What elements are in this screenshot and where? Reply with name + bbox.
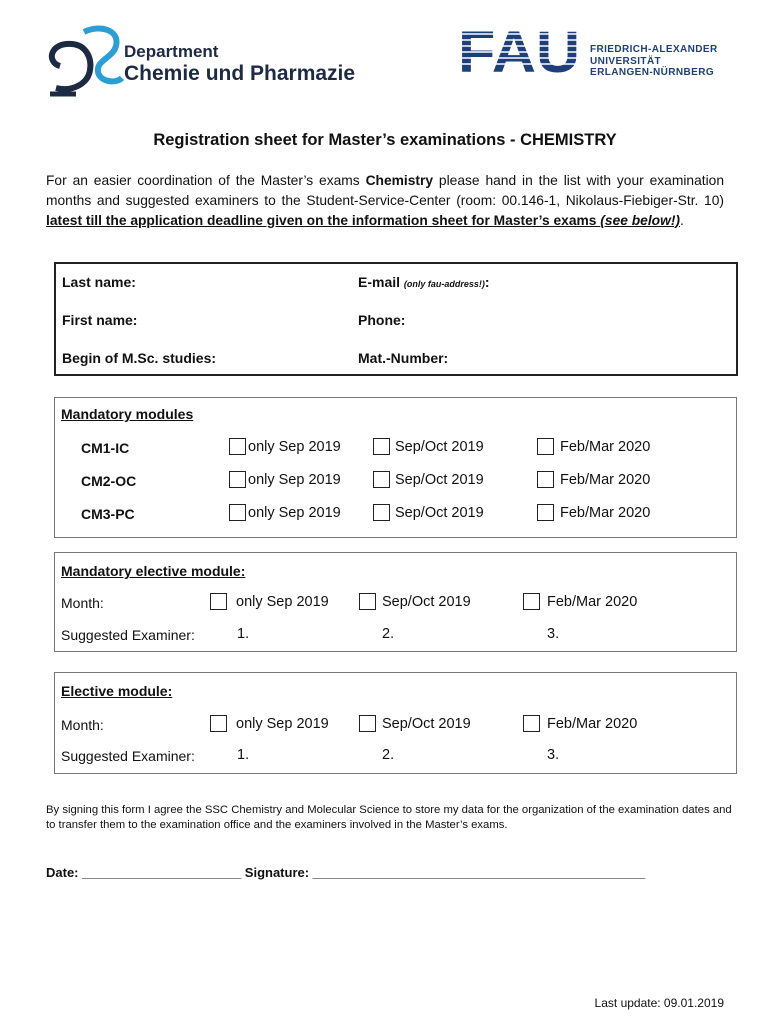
intro-deadline — [46, 213, 680, 228]
option-label: Sep/Oct 2019 — [395, 439, 484, 455]
cm3-feb-mar-checkbox[interactable] — [537, 504, 554, 521]
cm1-sep-oct-checkbox[interactable] — [373, 438, 390, 455]
examiner-1-field[interactable]: 1. — [237, 626, 250, 642]
consent-text: By signing this form I agree the SSC Chemistry and Molecular Science to store my data for the organization of the examination dates and to transfer them to the examination office and the examiners involved in the Master’s exams. — [46, 804, 732, 831]
option-label: Sep/Oct 2019 — [382, 716, 471, 732]
email-label-text: E-mail — [358, 274, 401, 290]
suggested-examiner-label: Suggested Examiner: — [61, 627, 195, 643]
module-label: CM2-OC — [81, 473, 137, 489]
option-label: only Sep 2019 — [248, 472, 341, 488]
option-label: only Sep 2019 — [248, 439, 341, 455]
last-name-label: Last name: — [62, 274, 136, 290]
examiner-2-field[interactable]: 2. — [382, 626, 395, 642]
examiner-3-field[interactable]: 3. — [547, 626, 560, 642]
fau-university-name — [590, 44, 718, 79]
intro-deadline-text: latest till the application deadline given on the information sheet for Master’s exams — [46, 213, 601, 228]
option-label: Feb/Mar 2020 — [560, 505, 651, 521]
phone-label: Phone: — [358, 312, 406, 328]
examiner-1-field[interactable]: 1. — [237, 747, 250, 763]
option-label: Feb/Mar 2020 — [560, 472, 651, 488]
mandatory-elective-title: Mandatory elective module: — [61, 563, 246, 579]
fau-name-line3: ERLANGEN-NÜRNBERG — [590, 67, 715, 78]
fau-logo — [458, 26, 582, 76]
module-label: CM3-PC — [81, 506, 135, 522]
elect-only-sep-checkbox[interactable] — [210, 715, 227, 732]
mat-number-label: Mat.-Number: — [358, 350, 449, 366]
cm3-sep-oct-checkbox[interactable] — [373, 504, 390, 521]
email-label — [358, 274, 490, 290]
cm2-sep-oct-checkbox[interactable] — [373, 471, 390, 488]
option-label: Sep/Oct 2019 — [382, 594, 471, 610]
mandatory-modules-box — [54, 397, 737, 538]
melect-sep-oct-checkbox[interactable] — [359, 593, 376, 610]
suggested-examiner-label: Suggested Examiner: — [61, 748, 195, 764]
department-line2: Chemie und Pharmazie — [124, 62, 356, 85]
option-label: only Sep 2019 — [236, 716, 329, 732]
option-label: Feb/Mar 2020 — [547, 594, 638, 610]
department-line1: Department — [124, 42, 219, 61]
option-label: Feb/Mar 2020 — [560, 439, 651, 455]
examiner-2-field[interactable]: 2. — [382, 747, 395, 763]
fau-name-line2: UNIVERSITÄT — [590, 55, 662, 67]
cm3-only-sep-checkbox[interactable] — [229, 504, 246, 521]
melect-feb-mar-checkbox[interactable] — [523, 593, 540, 610]
month-label: Month: — [61, 595, 104, 611]
month-label: Month: — [61, 717, 104, 733]
cm2-only-sep-checkbox[interactable] — [229, 471, 246, 488]
begin-studies-label: Begin of M.Sc. studies: — [62, 350, 217, 366]
cm1-only-sep-checkbox[interactable] — [229, 438, 246, 455]
cm2-feb-mar-checkbox[interactable] — [537, 471, 554, 488]
mandatory-elective-box — [54, 552, 737, 652]
examiner-3-field[interactable]: 3. — [547, 747, 560, 763]
option-label: Sep/Oct 2019 — [395, 505, 484, 521]
elect-sep-oct-checkbox[interactable] — [359, 715, 376, 732]
email-colon: : — [484, 274, 490, 290]
elective-box — [54, 672, 737, 774]
option-label: Sep/Oct 2019 — [395, 472, 484, 488]
email-note: (only fau-address!) — [403, 279, 485, 289]
melect-only-sep-checkbox[interactable] — [210, 593, 227, 610]
option-label: only Sep 2019 — [248, 505, 341, 521]
page-title: Registration sheet for Master’s examinations - CHEMISTRY — [153, 131, 617, 149]
intro-text-2: please hand in the list with your examination months and suggested examiners to the Student-Service-Center (room: 00.146-1, Nikolaus-Fiebiger-Str. 10) — [46, 173, 724, 208]
intro-text-1: For an easier coordination of the Master’s exams — [46, 173, 366, 188]
intro-see-below: (see below!) — [600, 213, 681, 228]
elect-feb-mar-checkbox[interactable] — [523, 715, 540, 732]
elective-title: Elective module: — [61, 683, 173, 699]
date-signature-line[interactable]: Date: ______________________ Signature: ______________________________________________ — [46, 865, 646, 880]
personal-data-box — [54, 262, 738, 376]
intro-end: . — [680, 213, 684, 228]
last-update: Last update: 09.01.2019 — [594, 996, 724, 1010]
module-label: CM1-IC — [81, 440, 130, 456]
fau-name-line1: FRIEDRICH-ALEXANDER — [590, 44, 718, 55]
cm1-feb-mar-checkbox[interactable] — [537, 438, 554, 455]
option-label: Feb/Mar 2020 — [547, 716, 638, 732]
intro-paragraph — [46, 171, 724, 231]
option-label: only Sep 2019 — [236, 594, 329, 610]
fau-logo-text: FAU — [458, 26, 580, 76]
mandatory-modules-title: Mandatory modules — [61, 406, 194, 422]
first-name-label: First name: — [62, 312, 138, 328]
intro-bold-chemistry: Chemistry — [365, 173, 434, 188]
